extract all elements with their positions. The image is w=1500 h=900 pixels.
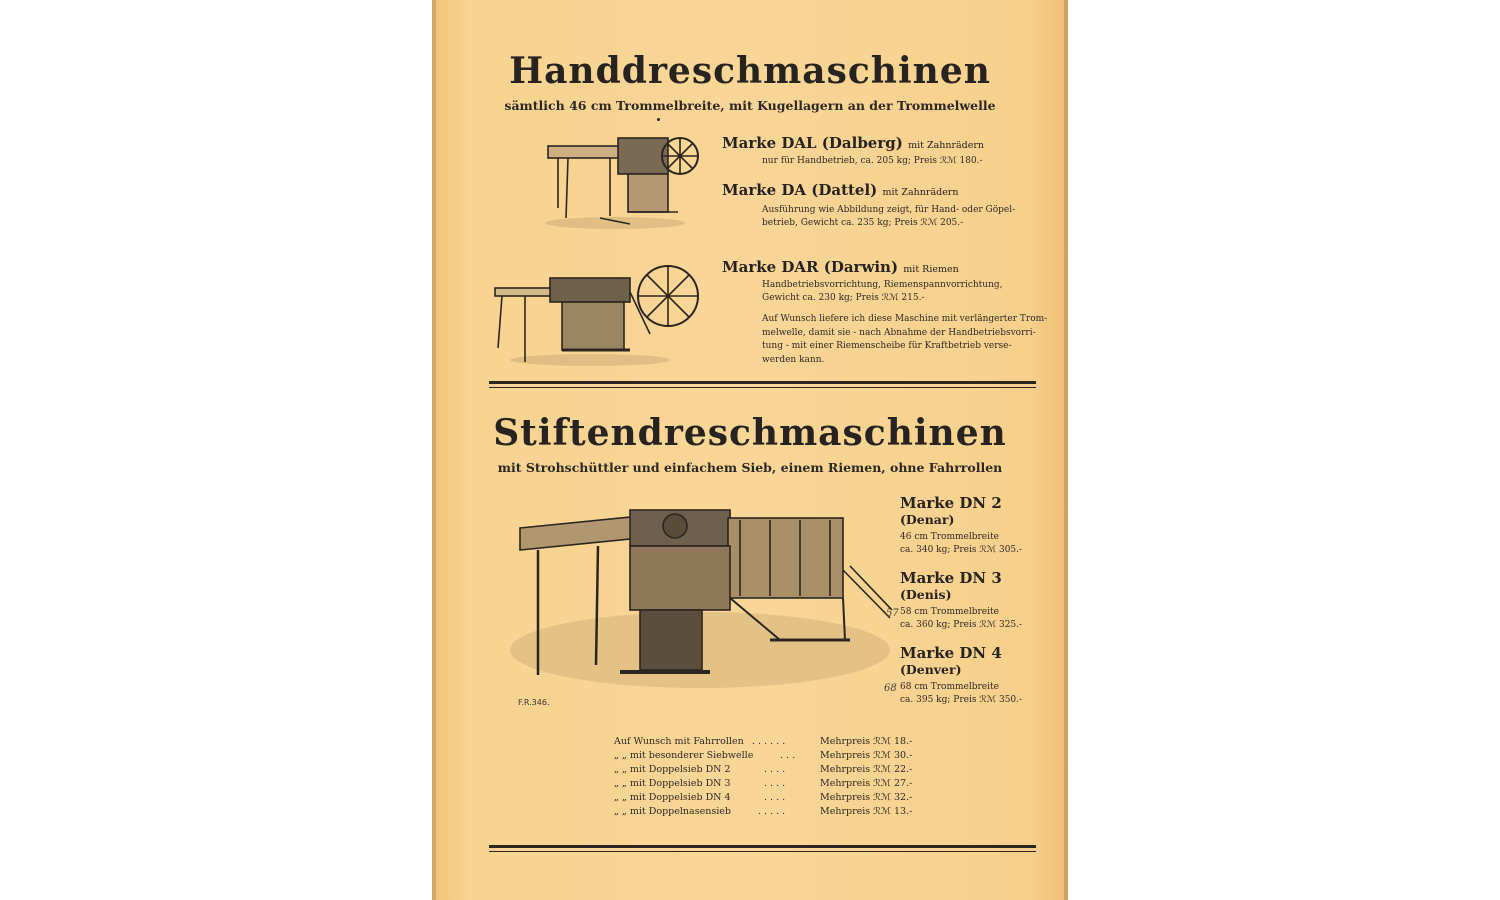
option-dots: . . . [780,750,796,761]
note-line-2: melwelle, damit sie - nach Abnahme der Handbetriebsvorri- [762,327,1036,338]
model-dn4 [900,644,1022,707]
option-item: „ „ mit besonderer Siebwelle [614,750,754,761]
model-dn2 [900,494,1022,557]
bottom-divider-thin [489,851,1036,852]
model-dal-title [722,134,984,152]
model-dn3-line-1: 58 cm Trommelbreite [900,607,999,617]
option-label: Mehrpreis ℛℳ [820,764,891,775]
model-dn2-alias: (Denar) [900,512,955,527]
model-dn3 [900,569,1022,632]
model-da-line-1: Ausführung wie Abbildung zeigt, für Hand- oder Göpel- [762,205,1016,215]
model-dal-line: nur für Handbetrieb, ca. 205 kg; Preis ℛℳ 180.- [762,156,983,166]
section1-subtitle: sämtlich 46 cm Trommelbreite, mit Kugellagern an der Trommelwelle [504,98,996,113]
option-dots: . . . . . . [752,736,786,747]
model-dal-details [762,155,983,168]
section-divider-thin [489,387,1036,388]
note-line-4: werden kann. [762,354,825,365]
option-label: Mehrpreis ℛℳ [820,778,891,789]
ornament-dot [657,118,660,121]
model-dn3-alias: (Denis) [900,587,952,602]
option-dots: . . . . [764,778,786,789]
option-price: 30.- [894,750,913,761]
option-price: 22.- [894,764,913,775]
dar-extension-note [762,313,1047,367]
model-dar-title [722,258,959,276]
option-dots: . . . . [764,792,786,803]
options-price-list [614,736,934,820]
section2-subtitle: mit Strohschüttler und einfachem Sieb, einem Riemen, ohne Fahrrollen [497,460,1003,475]
option-item: „ „ mit Doppelsieb DN 3 [614,778,731,789]
option-price: 27.- [894,778,913,789]
option-price: 32.- [894,792,913,803]
handwritten-note-1: 57 [886,608,899,619]
handwritten-note-2: 68 [884,683,897,694]
model-da-name: Marke DA (Dattel) [722,181,878,199]
model-da-title [722,181,958,199]
model-dn3-line-2: ca. 360 kg; Preis ℛℳ 325.- [900,620,1023,630]
model-dn4-line-1: 68 cm Trommelbreite [900,682,999,692]
model-dar-line-2: Gewicht ca. 230 kg; Preis ℛℳ 215.- [762,293,925,303]
option-item: „ „ mit Doppelsieb DN 2 [614,764,731,775]
option-item: „ „ mit Doppelnasensieb [614,806,731,817]
model-dn3-name: Marke DN 3 [900,569,1002,587]
section2-title: Stiftendreschmaschinen [493,412,1007,454]
option-price: 18.- [894,736,913,747]
bottom-divider-thick [489,845,1036,848]
note-line-3: tung - mit einer Riemenscheibe für Kraftbetrieb verse- [762,341,1012,351]
option-item: „ „ mit Doppelsieb DN 4 [614,792,731,803]
model-da-suffix: mit Zahnrädern [882,187,959,198]
peg-thresher-illustration [500,490,895,695]
model-dn2-line-2: ca. 340 kg; Preis ℛℳ 305.- [900,545,1023,555]
model-dn2-name: Marke DN 2 [900,494,1002,512]
section-divider-thick [489,381,1036,384]
option-label: Mehrpreis ℛℳ [820,806,891,817]
model-dar-line-1: Handbetriebsvorrichtung, Riemenspannvorrichtung, [762,280,1003,290]
model-dn4-line-2: ca. 395 kg; Preis ℛℳ 350.- [900,695,1023,705]
note-line-1: Auf Wunsch liefere ich diese Maschine mit verlängerter Trom- [762,314,1048,324]
model-dn2-line-1: 46 cm Trommelbreite [900,532,999,542]
model-dar-name: Marke DAR (Darwin) [722,258,899,276]
model-dar-details [762,279,1003,305]
model-dar-suffix: mit Riemen [903,264,959,275]
model-dn4-alias: (Denver) [900,662,962,677]
belt-thresher-illustration [490,252,705,370]
model-da-details [762,204,1015,230]
model-dal-suffix: mit Zahnrädern [908,140,985,151]
option-label: Mehrpreis ℛℳ [820,792,891,803]
hand-thresher-illustration [540,128,710,233]
option-item: Auf Wunsch mit Fahrrollen [614,736,744,747]
option-label: Mehrpreis ℛℳ [820,736,891,747]
figure-label: F.R.346. [518,698,550,707]
section1-title: Handdreschmaschinen [509,50,991,92]
option-dots: . . . . [764,764,786,775]
model-da-line-2: betrieb, Gewicht ca. 235 kg; Preis ℛℳ 205.- [762,218,964,228]
option-dots: . . . . . [758,806,786,817]
model-dal-name: Marke DAL (Dalberg) [722,134,903,152]
option-price: 13.- [894,806,913,817]
model-dn4-name: Marke DN 4 [900,644,1002,662]
option-label: Mehrpreis ℛℳ [820,750,891,761]
